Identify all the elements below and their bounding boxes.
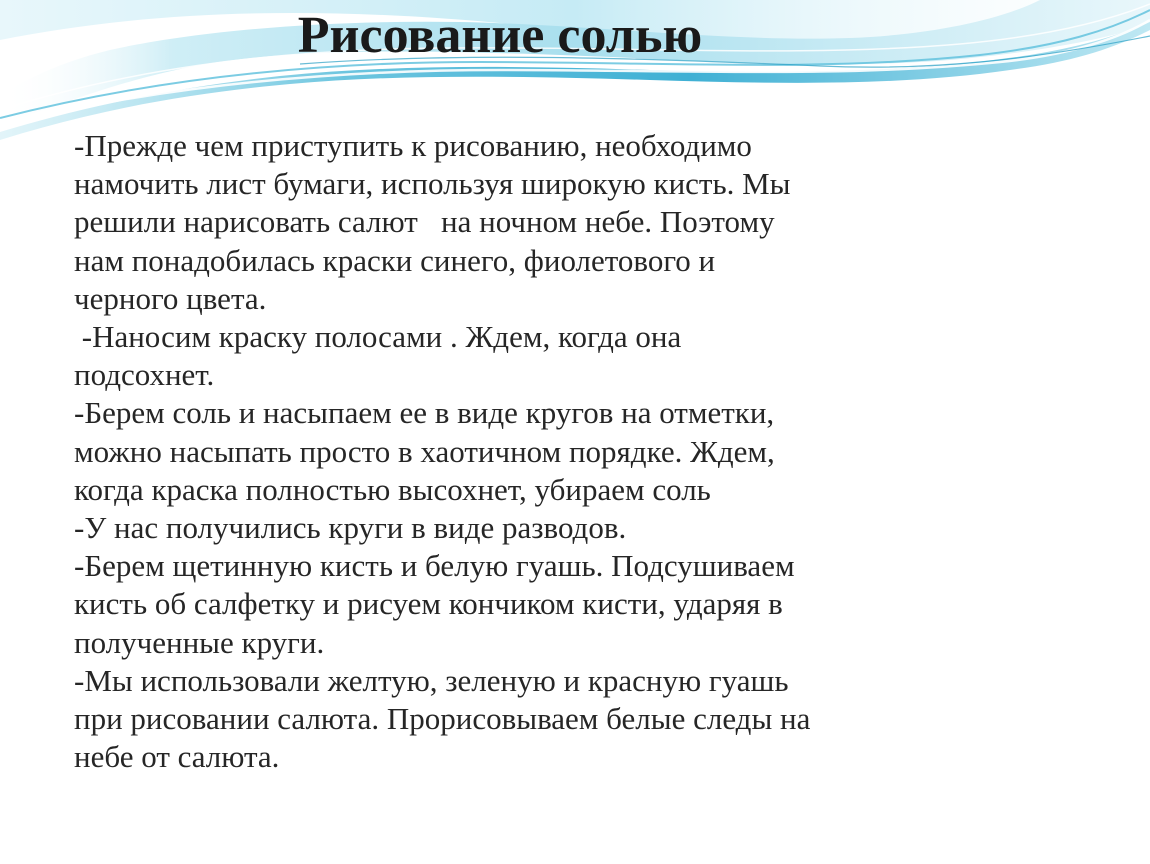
body-line: -Берем щетинную кисть и белую гуашь. Подсушиваем [74, 548, 795, 584]
body-line: -Прежде чем приступить к рисованию, необходимо [74, 128, 752, 163]
body-line: -Мы использовали желтую, зеленую и красную гуашь [74, 662, 789, 698]
body-line: черного цвета. [74, 280, 267, 316]
body-line: нам понадобилась краски синего, фиолетового и [74, 242, 716, 278]
body-line: кисть об салфетку и рисуем кончиком кисти, ударяя в [74, 586, 783, 622]
body-line: когда краска полностью высохнет, убираем соль [74, 471, 711, 507]
body-line: подсохнет. [74, 357, 215, 393]
body-line: намочить лист бумаги, используя широкую кисть. Мы [74, 166, 791, 202]
body-line: небе от салюта. [74, 739, 280, 775]
slide-body [74, 127, 864, 776]
body-line: -У нас получились круги в виде разводов. [74, 510, 627, 546]
body-line: можно насыпать просто в хаотичном порядке. Ждем, [74, 433, 775, 469]
body-line: при рисовании салюта. Прорисовываем белые следы на [74, 701, 811, 737]
body-line: решили нарисовать салют на ночном небе. Поэтому [74, 204, 775, 240]
slide-title: Рисование солью [297, 7, 703, 64]
body-line: -Берем соль и насыпаем ее в виде кругов на отметки, [74, 395, 775, 431]
body-line: полученные круги. [74, 624, 325, 660]
body-line: -Наносим краску полосами . Ждем, когда она [74, 319, 682, 355]
